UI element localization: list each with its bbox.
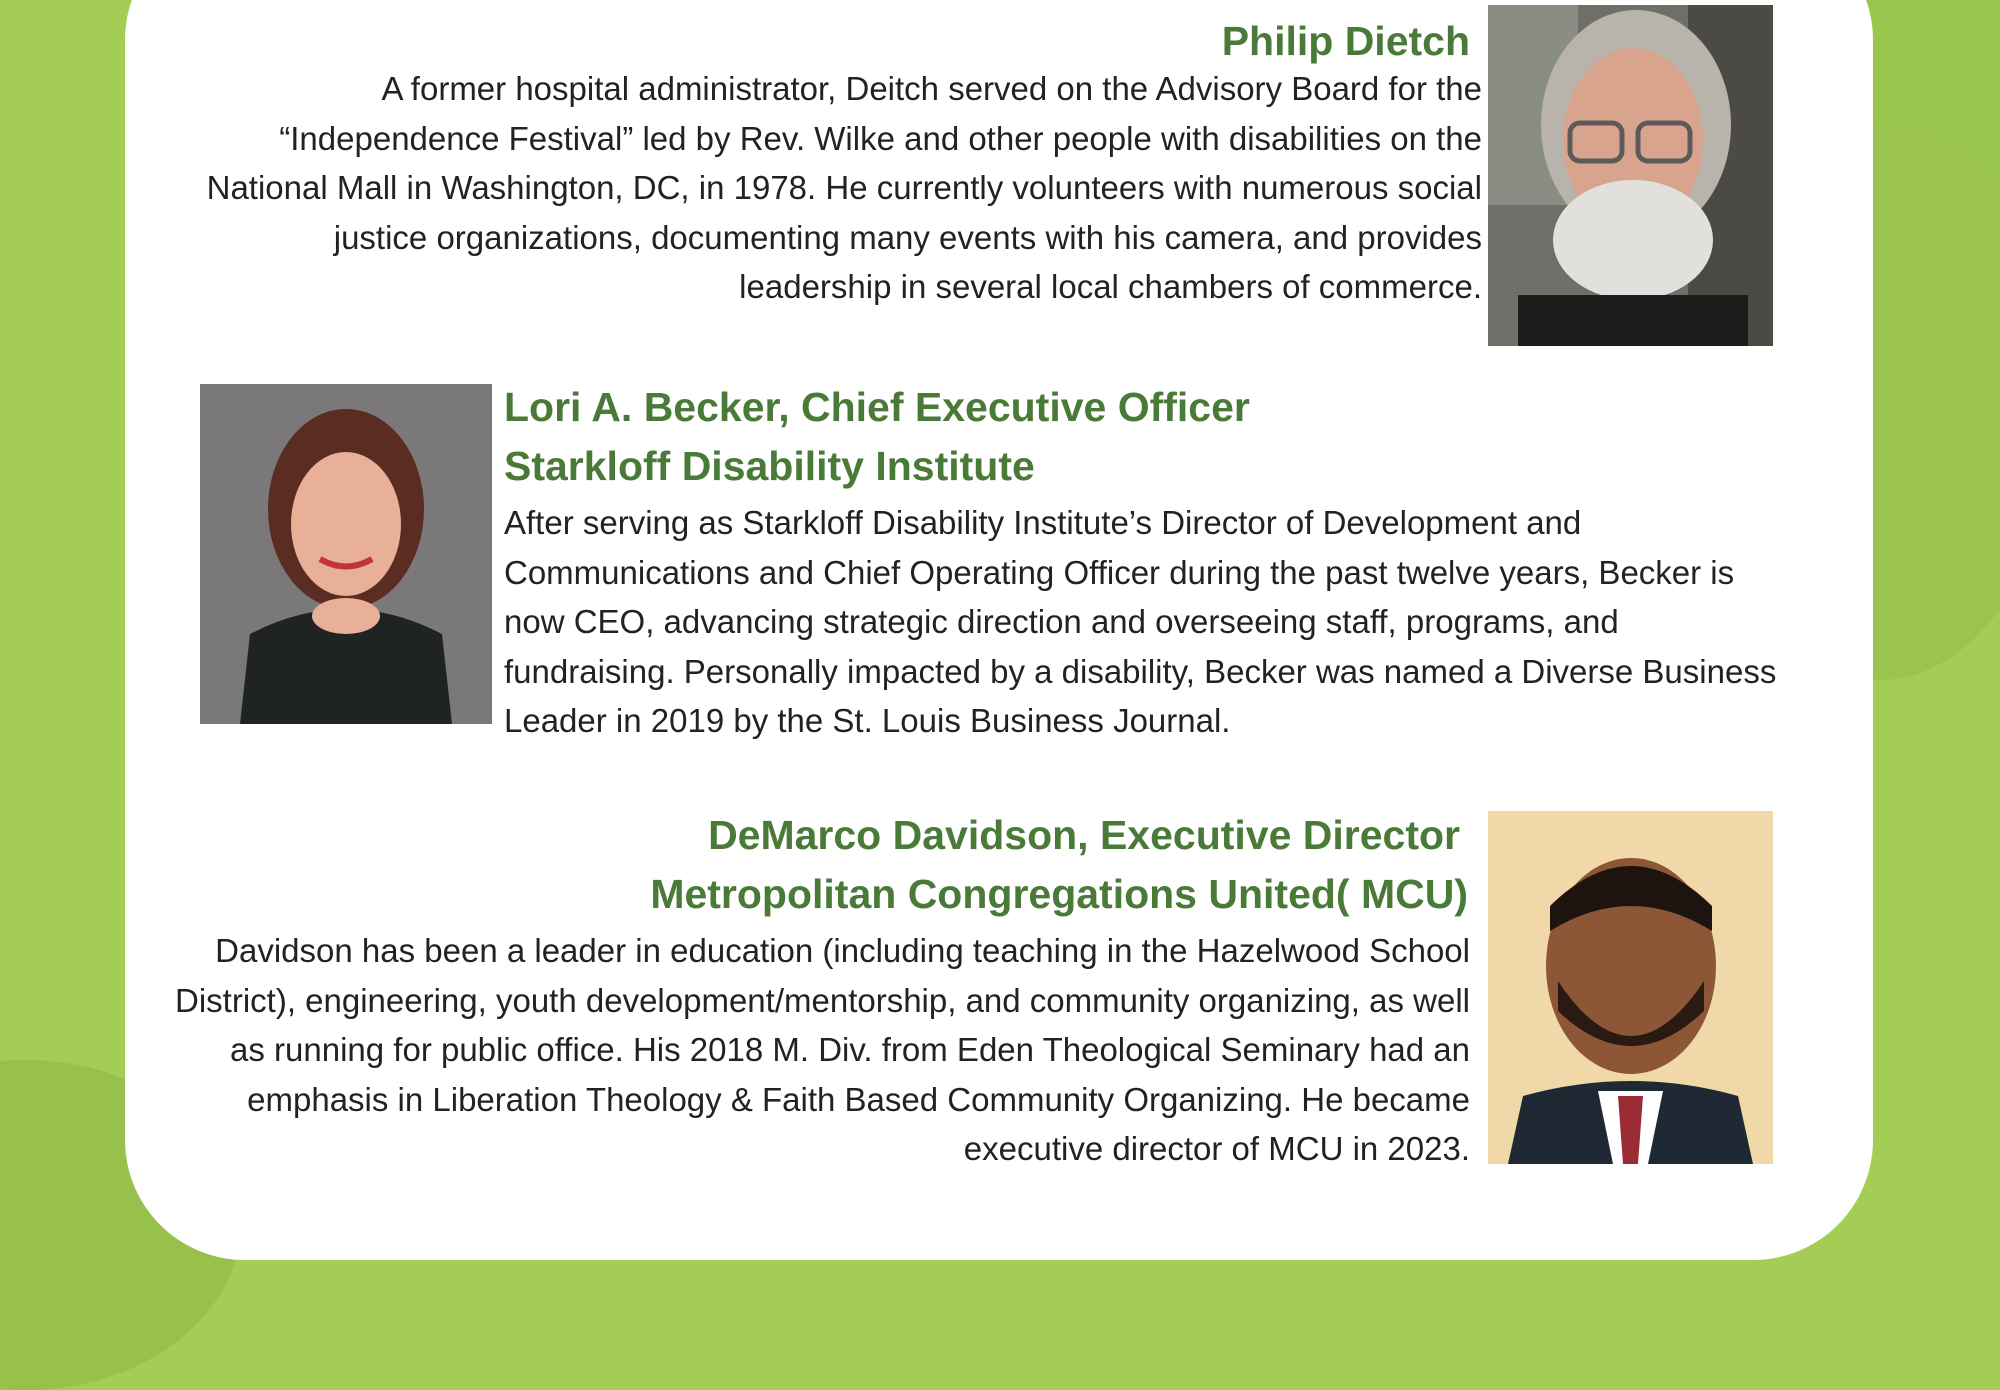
person-bio: Davidson has been a leader in education (including teaching in the Hazelwood School District), engineering, youth development/mentorship, and community organizing, as well as running for public office. His 2018 M. Div. from Eden Theological Seminary had an emphasis in Liberation Theology & Faith Based Community Organizing. He became executive director of MCU in 2023. xyxy=(175,932,1470,1167)
portrait-philip-dietch-icon xyxy=(1488,5,1773,346)
person-name: Philip Dietch xyxy=(1221,18,1470,64)
portrait-lori-becker-icon xyxy=(200,384,492,724)
person-bio: A former hospital administrator, Deitch served on the Advisory Board for the “Independence Festival” led by Rev. Wilke and other people with disabilities on the National Mall in Washington, DC, in 1978. He currently volunteers with numerous social justice organizations, documenting many events with his camera, and provides leadership in several local chambers of commerce. xyxy=(206,70,1482,305)
portrait-demarco-davidson-icon xyxy=(1488,811,1773,1164)
person-name-title: Lori A. Becker, Chief Executive Officer xyxy=(504,384,1250,430)
person-organization: Metropolitan Congregations United( MCU) xyxy=(650,871,1468,917)
person-organization: Starkloff Disability Institute xyxy=(504,443,1035,489)
person-name-title: DeMarco Davidson, Executive Director xyxy=(708,812,1460,858)
person-bio: After serving as Starkloff Disability Institute’s Director of Development and Communications and Chief Operating Officer during the past twelve years, Becker is now CEO, advancing strategic direction and overseeing staff, programs, and fundraising. Personally impacted by a disability, Becker was named a Diverse Business Leader in 2019 by the St. Louis Business Journal. xyxy=(504,504,1777,739)
